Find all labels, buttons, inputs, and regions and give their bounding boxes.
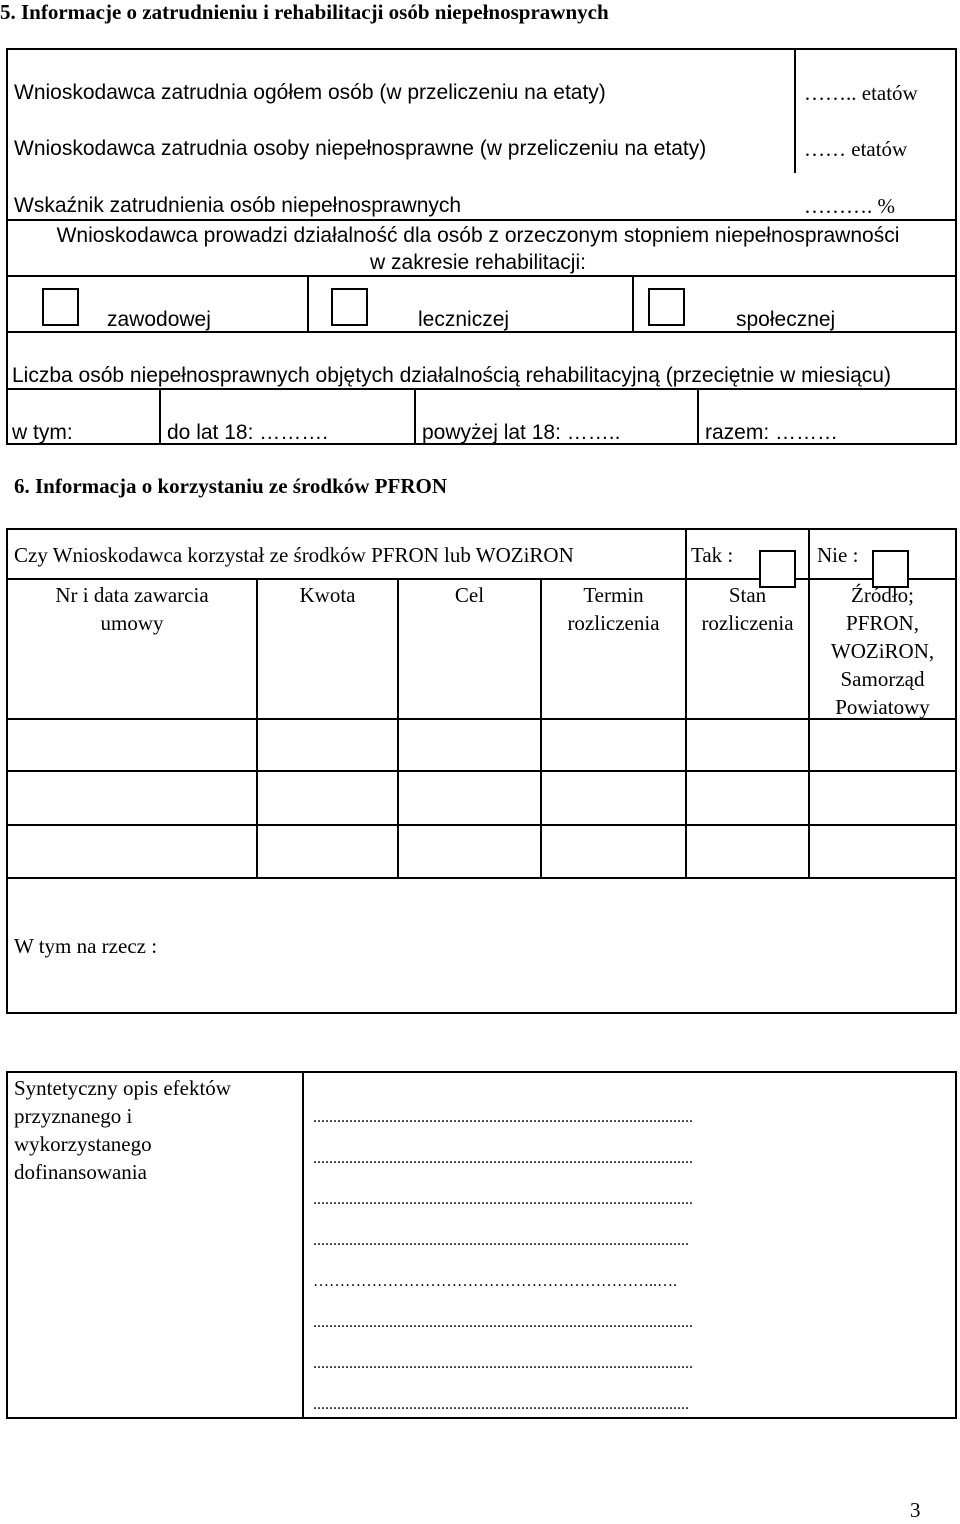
- column-header-purpose: [399, 581, 540, 609]
- rehab-count-label: Liczba osób niepełnosprawnych objętych działalnością rehabilitacyjną (przeciętnie w miesiącu): [12, 364, 891, 387]
- table-row[interactable]: [8, 772, 955, 824]
- column-header-source: [810, 581, 955, 721]
- column-header-settlement-status: [687, 581, 808, 637]
- activity-description-cont: w zakresie rehabilitacji:: [370, 251, 586, 274]
- table-divider: [302, 1071, 304, 1419]
- section-6-heading: 6. Informacja o korzystaniu ze środków PFRON: [14, 474, 448, 498]
- table-divider: [6, 578, 957, 580]
- breakdown-prefix: w tym:: [12, 421, 73, 444]
- column-header-line: Źródło;: [851, 583, 914, 607]
- table-row[interactable]: [8, 720, 955, 770]
- table-border-left: [6, 1071, 8, 1419]
- rehab-social-checkbox[interactable]: [648, 288, 685, 326]
- activity-description: Wnioskodawca prowadzi działalność dla osób z orzeczonym stopniem niepełnosprawności: [56, 224, 900, 247]
- table-divider: [414, 388, 416, 445]
- employment-disabled-value[interactable]: …… etatów: [804, 137, 908, 161]
- column-header-contract: [8, 581, 256, 637]
- pfron-question: Czy Wnioskodawca korzystał ze środków PFRON lub WOZiRON: [14, 543, 574, 567]
- column-header-line: Termin: [583, 583, 644, 607]
- dotted-line: ..............................................................................................: [313, 1232, 689, 1249]
- employment-index-value[interactable]: ………. %: [804, 194, 895, 218]
- rehab-professional-checkbox[interactable]: [42, 288, 79, 326]
- table-row[interactable]: [8, 826, 955, 877]
- dotted-line: ...............................................................................................: [313, 1150, 693, 1167]
- dotted-line: ...............................................................................................: [313, 1109, 693, 1126]
- in-favor-label: W tym na rzecz :: [14, 934, 158, 958]
- rehab-medical-label: leczniczej: [418, 308, 510, 331]
- column-header-line: rozliczenia: [701, 611, 794, 635]
- column-header-settlement-date: [542, 581, 685, 637]
- table-divider: [159, 388, 161, 445]
- table-divider-value-column: [794, 48, 796, 173]
- column-header-line: Kwota: [299, 583, 356, 607]
- page-number: 3: [910, 1498, 921, 1522]
- column-header-amount: [258, 581, 397, 609]
- rehab-medical-checkbox[interactable]: [331, 288, 368, 326]
- column-header-line: Nr i data zawarcia: [55, 583, 209, 607]
- dotted-line: ...............................................................................................: [313, 1191, 693, 1208]
- column-header-line: Samorząd: [840, 667, 925, 691]
- dotted-line: ...............................................................................................: [313, 1355, 693, 1372]
- in-favor-field[interactable]: [8, 879, 955, 1012]
- table-border-top: [6, 48, 956, 50]
- summary-label: [14, 1074, 231, 1186]
- column-header-line: Powiatowy: [835, 695, 930, 719]
- table-divider: [632, 275, 634, 332]
- section-5-heading: 5. Informacje o zatrudnieniu i rehabilitacji osób niepełnosprawnych: [0, 0, 609, 24]
- summary-label-line: wykorzystanego: [14, 1132, 152, 1156]
- dotted-line: ………………………………………………………..….: [313, 1273, 677, 1290]
- employment-index-label: Wskaźnik zatrudnienia osób niepełnosprawnych: [14, 194, 462, 217]
- table-divider: [808, 528, 810, 580]
- column-header-line: PFRON,: [846, 611, 919, 635]
- table-border-top: [6, 1071, 957, 1073]
- column-header-line: Stan: [728, 583, 767, 607]
- rehab-professional-label: zawodowej: [107, 308, 211, 331]
- column-header-line: Cel: [454, 583, 485, 607]
- table-border-bottom: [6, 1012, 957, 1014]
- employment-total-label: Wnioskodawca zatrudnia ogółem osób (w przeliczeniu na etaty): [14, 81, 606, 104]
- table-border-top: [6, 528, 957, 530]
- yes-label: Tak :: [691, 543, 734, 567]
- column-header-line: WOZiRON,: [830, 639, 935, 663]
- employment-disabled-label: Wnioskodawca zatrudnia osoby niepełnosprawne (w przeliczeniu na etaty): [14, 137, 707, 160]
- summary-text-field[interactable]: [313, 1097, 949, 1425]
- table-divider: [685, 528, 687, 580]
- employment-total-value[interactable]: …….. etatów: [804, 81, 918, 105]
- under-18-field[interactable]: do lat 18: ……….: [167, 421, 329, 444]
- summary-label-line: Syntetyczny opis efektów: [14, 1076, 231, 1100]
- total-field[interactable]: razem: ………: [705, 421, 839, 444]
- table-border-right: [955, 1071, 957, 1419]
- table-divider: [307, 275, 309, 332]
- summary-label-line: przyznanego i: [14, 1104, 133, 1128]
- over-18-field[interactable]: powyżej lat 18: ……..: [422, 421, 621, 444]
- summary-label-line: dofinansowania: [14, 1160, 147, 1184]
- column-header-line: umowy: [100, 611, 164, 635]
- table-divider: [697, 388, 699, 445]
- dotted-line: ...............................................................................................: [313, 1314, 693, 1331]
- dotted-line: ..............................................................................................: [313, 1396, 689, 1413]
- rehab-social-label: społecznej: [736, 308, 836, 331]
- no-label: Nie :: [817, 543, 859, 567]
- column-header-line: rozliczenia: [567, 611, 660, 635]
